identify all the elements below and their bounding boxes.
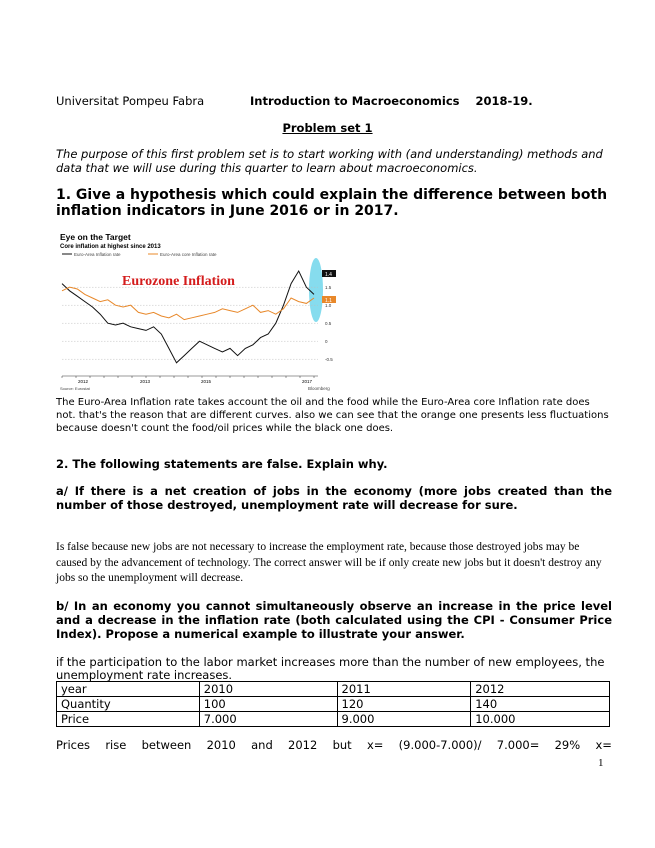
data-table [56, 681, 610, 727]
university-name: Universitat Pompeu Fabra [56, 94, 205, 108]
prices-word: (9.000-7.000)/ [398, 738, 482, 752]
prices-word: and [251, 738, 273, 752]
x-year-2012: 2012 [78, 379, 89, 384]
x-year-2015: 2015 [201, 379, 212, 384]
table-cell: year [57, 682, 200, 697]
course-year: 2018-19. [475, 94, 533, 108]
course-name: Introduction to Macroeconomics [250, 94, 460, 108]
chart-source-right: Bloomberg [308, 386, 330, 391]
inflation-chart [56, 230, 346, 392]
chart-subtitle: Core inflation at highest since 2013 [60, 244, 161, 250]
legend-core: Euro-Area core Inflation rate [160, 252, 217, 257]
table-cell: 140 [471, 697, 610, 712]
prices-word: 2012 [288, 738, 318, 752]
table-row [57, 712, 610, 727]
prices-word: between [141, 738, 192, 752]
prices-word: 7.000= [496, 738, 540, 752]
prices-formula-x: x= [366, 738, 384, 752]
prices-line [56, 738, 612, 752]
table-cell: 10.000 [471, 712, 610, 727]
legend-headline: Euro-Area Inflation rate [74, 252, 121, 257]
prices-word: rise [105, 738, 127, 752]
y-tick-label: 0 [325, 339, 328, 345]
y-tick-label: 1.5 [325, 285, 332, 291]
course-title [250, 94, 533, 108]
chart-title: Eye on the Target [60, 232, 131, 242]
chart-overlay-title: Eurozone Inflation [122, 274, 235, 289]
highlight-ellipse [309, 258, 323, 322]
table-cell: Quantity [57, 697, 200, 712]
prices-word: 29% [554, 738, 581, 752]
question-1: 1. Give a hypothesis which could explain the difference between both inflation indicators in June 2016 or in 2017. [56, 187, 608, 219]
prices-word: 2010 [206, 738, 236, 752]
table-row [57, 697, 610, 712]
intro-paragraph: The purpose of this first problem set is to start working with (and understanding) methods and data that we will use during this quarter to learn about macroeconomics. [56, 147, 603, 175]
table-cell: 7.000 [199, 712, 337, 727]
prices-formula-x: x= [595, 738, 612, 752]
x-year-2017: 2017 [302, 379, 313, 384]
question-2-heading: 2. The following statements are false. Explain why. [56, 457, 388, 471]
question-2b: b/ In an economy you cannot simultaneously observe an increase in the price level and a decrease in the inflation rate (both calculated using the CPI - Consumer Price Index). Propose a numerical example to illustrate your answer. [56, 599, 612, 641]
table-cell: 120 [337, 697, 471, 712]
table-cell: 2012 [471, 682, 610, 697]
page-number: 1 [598, 757, 604, 769]
chart-source-left: Source: Eurostat [60, 386, 90, 391]
question-2a: a/ If there is a net creation of jobs in the economy (more jobs created than the number of those destroyed, unemployment rate will decrease for sure. [56, 484, 612, 512]
table-cell: 9.000 [337, 712, 471, 727]
table-cell: 100 [199, 697, 337, 712]
prices-word: but [332, 738, 352, 752]
table-row [57, 682, 610, 697]
inflation-chart-svg [56, 230, 346, 392]
y-tick-label: 1.0 [325, 303, 332, 309]
answer-1: The Euro-Area Inflation rate takes account the oil and the food while the Euro-Area core Inflation rate does not. that's the reason that are different curves. also we can see that the orange one presents less fluctuations because doesn't count the food/oil prices while the black one does. [56, 397, 609, 434]
x-year-2013: 2013 [140, 379, 151, 384]
y-tick-label: -0.5 [325, 357, 333, 363]
table-cell: 2011 [337, 682, 471, 697]
answer-2a: Is false because new jobs are not necessary to increase the employment rate, because those destroyed jobs may be caused by the advancement of technology. The correct answer will be if only create new jobs but it doesn't destroy any jobs so the unemployment will decrease. [56, 541, 602, 584]
end-label-core: 1.1 [325, 298, 332, 304]
document-title: Problem set 1 [282, 121, 373, 135]
end-label-headline: 1.4 [325, 272, 332, 278]
y-tick-label: 0.5 [325, 321, 332, 327]
table-cell: 2010 [199, 682, 337, 697]
table-cell: Price [57, 712, 200, 727]
answer-2b: if the participation to the labor market increases more than the number of new employees, the unemployment rate increases. [56, 655, 605, 682]
prices-word: Prices [56, 738, 91, 752]
